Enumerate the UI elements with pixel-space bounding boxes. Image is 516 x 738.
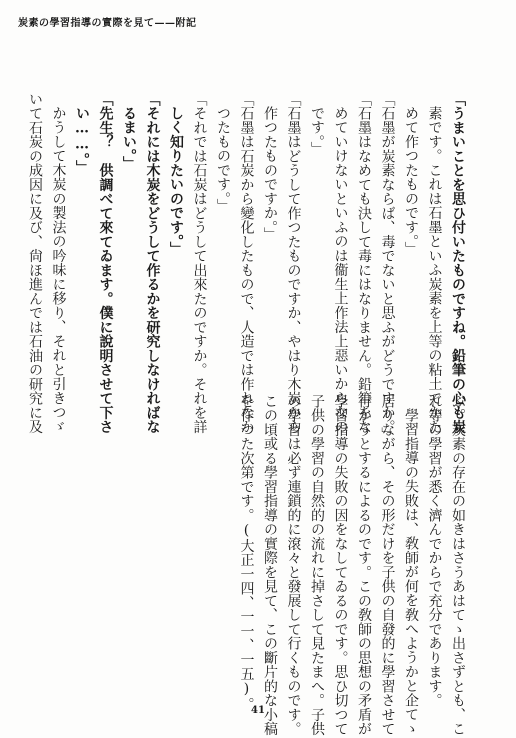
lower-line-3: 學習指導の失敗は、敎師が何を敎へようかと企てゝ <box>403 408 419 736</box>
lower-line-8: の學習は必ず連鎖的に滾々と發展して行くものです。 <box>285 394 302 736</box>
upper-line-5: 「石墨はなめても決して毒にはなりません。鉛筆をな <box>356 92 372 434</box>
upper-line-8: 「石墨はどうして作つたものですか、やはり木炭から <box>285 92 302 434</box>
upper-line-17: い……。」 <box>74 106 90 175</box>
upper-line-3: めて作つたものです。」 <box>403 106 419 256</box>
upper-line-7: です。」 <box>309 106 325 156</box>
upper-line-9: 作つたものですか。」 <box>262 106 278 242</box>
lower-line-7: 子供の學習の自然的の流れに掉さして見たまへ。子供 <box>309 394 325 736</box>
lower-line-2: れ等の學習が悉く濟んでからで充分であります。 <box>426 394 443 708</box>
upper-line-16: 「先生？ 供調べて來てゐます。僕に說明させて下さ <box>97 92 114 434</box>
upper-line-15: るまい。」 <box>121 106 137 171</box>
upper-text-block <box>23 92 470 442</box>
upper-line-19: いて石炭の成因に及び、尙ほ進んでは石油の研究に及 <box>27 92 43 434</box>
upper-line-1: 「うまいことを思ひ付いたものですね。鉛筆の心も炭 <box>450 92 466 434</box>
upper-line-14: 「それには木炭をどうして作るかを研究しなければな <box>144 92 161 434</box>
upper-line-2: 素です。これは石墨といふ炭素を上等の粘土でかた <box>426 106 443 434</box>
upper-line-13: しく知りたいのです。」 <box>168 106 184 256</box>
lower-line-6: 學習指導の失敗の因をなしてゐるのです。思ひ切つて <box>332 394 349 736</box>
running-head: 炭素の學習指導の實際を見て——附記 <box>18 18 197 29</box>
upper-line-11: つたものです。」 <box>215 106 231 213</box>
upper-line-12: 「それでは石炭はどうして出來たのですか。それを詳 <box>191 92 208 434</box>
page-number: 41 <box>251 705 265 716</box>
upper-line-4: 「石墨が炭素ならば、毒でないと思ふがどうですか。」 <box>379 92 396 442</box>
lower-line-5: 行かうとするによるのです。この敎師の思想の矛盾が <box>356 394 372 736</box>
lower-line-9: この頃或る學習指導の實際を見て、この斷片的な小稿 <box>262 394 278 736</box>
upper-line-18: かうして木炭の製法の吟味に移り、それと引きつゞ <box>50 106 67 434</box>
lower-line-1: ぶ。炭素の存在の如きはさうあはてゝ出さずとも、こ <box>450 394 466 736</box>
upper-line-6: めていけないといふのは衞生上作法上惡いからなの <box>332 106 349 434</box>
lower-line-10: を作つた次第です。(大正一四、一一、一五)。 <box>238 394 255 712</box>
upper-line-10: 「石墨は石炭から變化したもので、人造では作れなか <box>238 92 255 434</box>
lower-line-4: 居りながら、その形だけを子供の自發的に學習させて <box>379 394 396 736</box>
